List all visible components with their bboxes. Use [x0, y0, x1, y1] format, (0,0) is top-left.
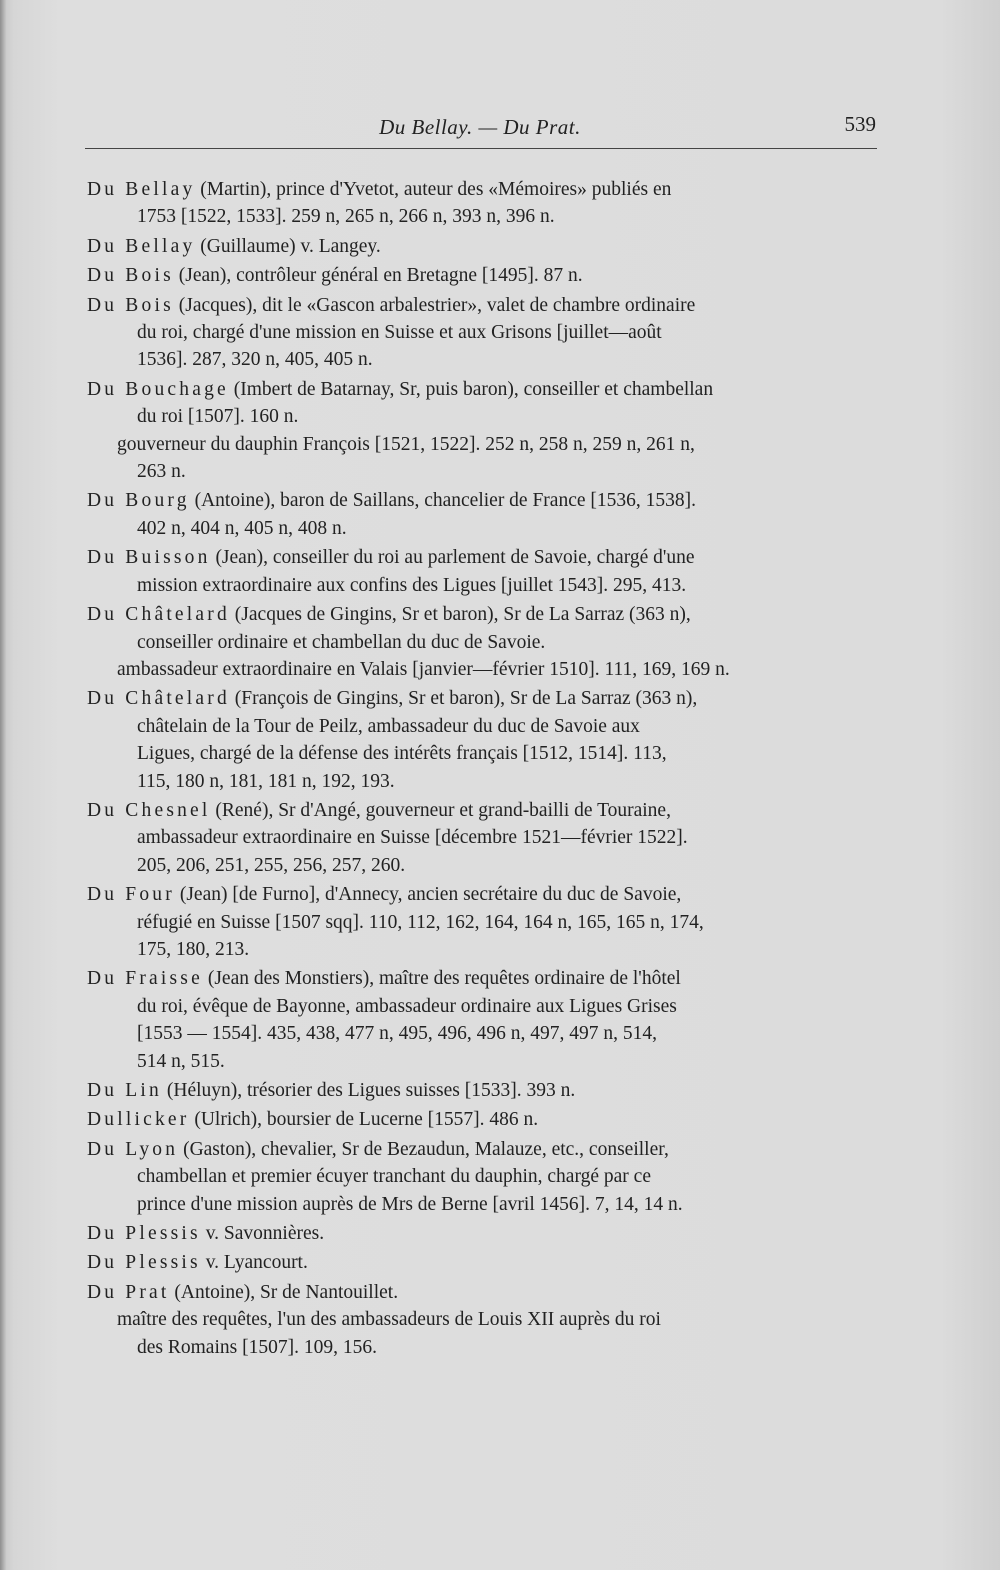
entry-headline [87, 262, 879, 289]
index-entry [87, 544, 879, 599]
index-entry [87, 1077, 879, 1104]
entry-continuation [87, 458, 879, 485]
entry-text: prince d'une mission auprès de Mrs de Berne [avril 1456]. 7, 14, 14 n. [137, 1193, 683, 1215]
entry-name: Du Bourg [87, 490, 190, 512]
entry-name: Du Bois [87, 294, 174, 316]
entry-text: v. Lyancourt. [200, 1252, 308, 1274]
entry-headline [87, 176, 879, 203]
entry-headline [87, 487, 879, 514]
index-entry [87, 601, 879, 683]
entry-text: du roi [1507]. 160 n. [137, 406, 299, 428]
entry-name: Dullicker [87, 1109, 190, 1131]
entry-text: chambellan et premier écuyer tranchant du dauphin, chargé par ce [137, 1166, 651, 1188]
entry-continuation [87, 768, 879, 795]
entry-headline [87, 797, 879, 824]
entry-subline [87, 656, 879, 683]
entry-text: (Jean), conseiller du roi au parlement de Savoie, chargé d'une [210, 547, 695, 569]
entry-name: Du Châtelard [87, 604, 230, 626]
entry-text: (Gaston), chevalier, Sr de Bezaudun, Malauze, etc., conseiller, [178, 1138, 669, 1160]
entry-name: Du Plessis [87, 1223, 201, 1245]
entry-continuation [87, 629, 879, 656]
entry-continuation [87, 1163, 879, 1190]
entry-text: châtelain de la Tour de Peilz, ambassadeur du duc de Savoie aux [137, 715, 640, 737]
entry-name: Du Bellay [87, 235, 196, 257]
entry-text: (Antoine), baron de Saillans, chancelier de France [1536, 1538]. [189, 490, 697, 512]
entry-headline [87, 965, 879, 992]
entry-continuation [87, 713, 879, 740]
index-entry [87, 292, 879, 374]
entry-continuation [87, 572, 879, 599]
entry-text: 1753 [1522, 1533]. 259 n, 265 n, 266 n, 393 n, 396 n. [137, 206, 555, 228]
entry-continuation [87, 515, 879, 542]
entry-continuation [87, 1334, 879, 1361]
index-entry [87, 1136, 879, 1218]
entry-headline [87, 1106, 879, 1133]
header-rule [85, 148, 877, 149]
entry-headline [87, 1279, 879, 1306]
entry-name: Du Lyon [87, 1138, 179, 1160]
running-head: Du Bellay. — Du Prat. [379, 115, 581, 139]
entry-text: (Jean) [de Furno], d'Annecy, ancien secrétaire du duc de Savoie, [174, 884, 682, 906]
entry-continuation [87, 1020, 879, 1047]
entry-continuation [87, 1191, 879, 1218]
index-entry [87, 881, 879, 963]
entry-text: du roi, chargé d'une mission en Suisse et aux Grisons [juillet—août [137, 322, 662, 344]
index-entry [87, 176, 879, 231]
entry-continuation [87, 909, 879, 936]
entry-continuation [87, 346, 879, 373]
entry-text: 263 n. [137, 461, 186, 483]
entry-continuation [87, 852, 879, 879]
index-entry [87, 965, 879, 1075]
entry-name: Du Prat [87, 1281, 170, 1303]
entry-text: (René), Sr d'Angé, gouverneur et grand-bailli de Touraine, [210, 799, 671, 821]
index-entry [87, 262, 879, 289]
entry-headline [87, 376, 879, 403]
entry-name: Du Chesnel [87, 799, 211, 821]
entry-name: Du Four [87, 884, 175, 906]
entry-text: (Ulrich), boursier de Lucerne [1557]. 486 n. [189, 1109, 539, 1131]
entry-headline [87, 1220, 879, 1247]
entry-text: réfugié en Suisse [1507 sqq]. 110, 112, 162, 164, 164 n, 165, 165 n, 174, [137, 911, 704, 933]
index-entry [87, 233, 879, 260]
index-entries [87, 176, 879, 1363]
entry-text: gouverneur du dauphin François [1521, 1522]. 252 n, 258 n, 259 n, 261 n, [117, 433, 695, 455]
entry-headline [87, 1077, 879, 1104]
entry-text: des Romains [1507]. 109, 156. [137, 1336, 377, 1358]
entry-continuation [87, 824, 879, 851]
entry-text: 514 n, 515. [137, 1050, 225, 1072]
index-entry [87, 1106, 879, 1133]
entry-text: (Antoine), Sr de Nantouillet. [169, 1281, 399, 1303]
entry-continuation [87, 993, 879, 1020]
entry-text: (Imbert de Batarnay, Sr, puis baron), conseiller et chambellan [228, 378, 714, 400]
entry-headline [87, 292, 879, 319]
entry-name: Du Lin [87, 1080, 162, 1101]
entry-name: Du Bouchage [87, 378, 229, 400]
entry-text: mission extraordinaire aux confins des Ligues [juillet 1543]. 295, 413. [137, 574, 687, 596]
entry-headline [87, 881, 879, 908]
entry-text: 1536]. 287, 320 n, 405, 405 n. [137, 349, 373, 371]
entry-name: Du Fraisse [87, 968, 203, 990]
entry-name: Du Plessis [87, 1252, 201, 1274]
entry-text: v. Savonnières. [200, 1223, 325, 1245]
index-entry [87, 487, 879, 542]
entry-headline [87, 1136, 879, 1163]
index-entry [87, 1279, 879, 1361]
entry-headline [87, 233, 879, 260]
entry-text: maître des requêtes, l'un des ambassadeurs de Louis XII auprès du roi [117, 1309, 661, 1331]
entry-text: (Jean des Monstiers), maître des requêtes ordinaire de l'hôtel [202, 968, 681, 990]
entry-text: 115, 180 n, 181, 181 n, 192, 193. [137, 770, 395, 792]
entry-headline [87, 1249, 879, 1276]
entry-text: du roi, évêque de Bayonne, ambassadeur ordinaire aux Ligues Grises [137, 995, 677, 1017]
page-number: 539 [844, 112, 876, 136]
index-entry [87, 376, 879, 486]
entry-continuation [87, 203, 879, 230]
entry-text: (Jacques), dit le «Gascon arbalestrier», valet de chambre ordinaire [173, 294, 696, 316]
entry-headline [87, 685, 879, 712]
entry-continuation [87, 740, 879, 767]
entry-text: (Guillaume) v. Langey. [195, 235, 381, 257]
entry-continuation [87, 936, 879, 963]
entry-text: ambassadeur extraordinaire en Suisse [décembre 1521—février 1522]. [137, 827, 688, 849]
entry-subline [87, 431, 879, 458]
entry-subline [87, 1306, 879, 1333]
entry-name: Du Buisson [87, 547, 211, 569]
entry-continuation [87, 319, 879, 346]
entry-text: (Jean), contrôleur général en Bretagne [1495]. 87 n. [173, 265, 583, 287]
entry-headline [87, 544, 879, 571]
entry-text: (Héluyn), trésorier des Ligues suisses [1533]. 393 n. [162, 1080, 576, 1101]
index-entry [87, 685, 879, 795]
entry-text: 402 n, 404 n, 405 n, 408 n. [137, 517, 347, 539]
entry-name: Du Châtelard [87, 688, 230, 710]
entry-text: conseiller ordinaire et chambellan du duc de Savoie. [137, 631, 546, 653]
entry-text: (Martin), prince d'Yvetot, auteur des «Mémoires» publiés en [195, 179, 672, 200]
entry-text: [1553 — 1554]. 435, 438, 477 n, 495, 496, 496 n, 497, 497 n, 514, [137, 1023, 657, 1045]
entry-text: Ligues, chargé de la défense des intérêts français [1512, 1514]. 113, [137, 743, 667, 765]
entry-headline [87, 601, 879, 628]
entry-name: Du Bellay [87, 179, 196, 200]
entry-continuation [87, 403, 879, 430]
index-entry [87, 1220, 879, 1247]
page-spine-shadow [0, 0, 6, 1570]
entry-text: (François de Gingins, Sr et baron), Sr de La Sarraz (363 n), [229, 688, 698, 710]
entry-text: ambassadeur extraordinaire en Valais [janvier—février 1510]. 111, 169, 169 n. [117, 658, 730, 680]
entry-name: Du Bois [87, 265, 174, 287]
entry-continuation [87, 1048, 879, 1075]
index-entry [87, 797, 879, 879]
entry-text: 205, 206, 251, 255, 256, 257, 260. [137, 854, 406, 876]
entry-text: (Jacques de Gingins, Sr et baron), Sr de La Sarraz (363 n), [229, 604, 691, 626]
entry-text: 175, 180, 213. [137, 938, 250, 960]
index-entry [87, 1249, 879, 1276]
